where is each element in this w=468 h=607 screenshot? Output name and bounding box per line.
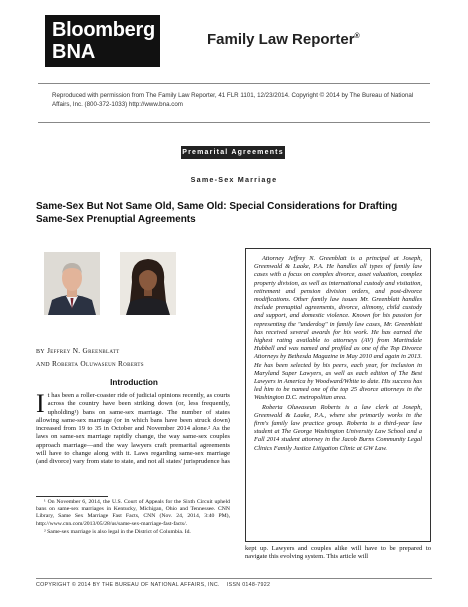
author-bio-box: [245, 248, 431, 542]
bio-greenblatt: Attorney Jeffrey N. Greenblatt is a principal at Joseph, Greenwald & Laake, P.A. He handles all types of family law cases with a focus on complex divorce, asset valuation, complex property division, as well as international custody and visitation, retirement and pension division orders, and post-divorce modifications. Other family law issues Mr. Greenblatt handles include prenuptial agreements, divorce, alimony, child custody and support, and domestic violence. Known for his passion for representing the "underdog" in family law cases, Mr. Greenblatt has received several awards for his work. He has earned the highest rating available to attorneys (AV) from Martindale Hubbell and was named and profiled as one of the Top Divorce Attorneys by Bethesda Magazine in May 2010 and again in 2013. He has been selected by his peers, each year, for inclusion in Maryland Super Lawyers, as well as each edition of The Best Lawyers in America by Woodward/White to date. His success has led him to be named one of the top 25 divorce attorneys in the Washington D.C. metropolitan area.: [254, 255, 422, 402]
footer-rule: [36, 578, 432, 579]
drop-cap: I: [36, 389, 45, 418]
byline-conjunction: AND: [36, 362, 50, 368]
reprint-notice: Reproduced with permission from The Family Law Reporter, 41 FLR 1101, 12/23/2014. Copyright © 2014 by The Bureau of National Affairs, Inc. (800-372-1033) http://www.bna.com: [52, 92, 414, 108]
byline-prefix: BY: [36, 349, 45, 355]
portrait-man-image: [44, 252, 100, 315]
column-2-text: kept up. Lawyers and couples alike will have to be prepared to navigate this evolving system. This article will: [245, 545, 431, 561]
footnote-2: ² Same-sex marriage is also legal in the District of Columbia. Id.: [44, 528, 191, 535]
reprint-rule: [38, 122, 430, 123]
intro-text: t has been a roller-coaster ride of judicial opinions recently, as courts across the country have been striking down (or, less frequently, upholding¹) bans on same-sex marriage. The number of states allowing same-sex marriage (or in which bans have been struck down) increased from 19 to 35 in October and November 2014 alone.² As the laws on same-sex marriage rapidly change, the way same-sex couples approach marriage—and the way lawyers craft premarital agreements will have to change along with it. Laws regarding same-sex marriage (and divorce) vary from state to state, and not all states' jurisprudence has: [36, 392, 230, 466]
header-rule: [38, 83, 430, 84]
subsection-label: Same-Sex Marriage: [190, 175, 278, 184]
publication-title: [207, 31, 360, 48]
footnotes: [36, 499, 230, 537]
article-headline: Same-Sex But Not Same Old, Same Old: Special Considerations for Drafting Same-Sex Prenuptial Agreements: [36, 201, 398, 225]
logo-line2: BNA: [52, 41, 96, 63]
publication-name: Family Law Reporter: [207, 31, 355, 48]
intro-heading: Introduction: [110, 378, 158, 387]
author-2-name: Roberta Oluwaseun Roberts: [52, 359, 144, 368]
intro-paragraph: [36, 389, 230, 467]
author-photo-roberts: [120, 252, 176, 315]
footnote-rule: [36, 496, 108, 497]
author-1-name: Jeffrey N. Greenblatt: [47, 346, 120, 355]
portrait-woman-image: [120, 252, 176, 315]
section-label: Premarital Agreements: [181, 146, 285, 159]
footnote-1: ¹ On November 6, 2014, the U.S. Court of Appeals for the Sixth Circuit upheld bans on same-sex marriages in Kentucky, Michigan, Ohio and Tennessee. CNN Library, Same Sex Marriage Fast Facts, CNN (Nov. 24, 2014, 3:40 PM), http://www.cnn.com/2013/05/28/us/same-sex-marriage-fast-facts/.: [36, 499, 230, 527]
bio-roberts: Roberta Oluwaseun Roberts is a law clerk at Joseph, Greenwald & Laake, P.A., where she primarily works in the firm's family law practice group. Roberta is a third-year law student at The George Washington University Law School and a Fall 2014 student attorney in the Jacob Burns Community Legal Clinics Family Justice Litigation Clinic at GW Law.: [254, 403, 422, 452]
bloomberg-bna-logo: [45, 15, 160, 67]
logo-line1: Bloomberg: [52, 19, 155, 41]
registered-mark: ®: [354, 33, 360, 40]
author-photo-greenblatt: [44, 252, 100, 315]
byline: [36, 345, 236, 371]
copyright-footer: COPYRIGHT © 2014 BY THE BUREAU OF NATIONAL AFFAIRS, INC. ISSN 0148-7922: [36, 582, 271, 588]
